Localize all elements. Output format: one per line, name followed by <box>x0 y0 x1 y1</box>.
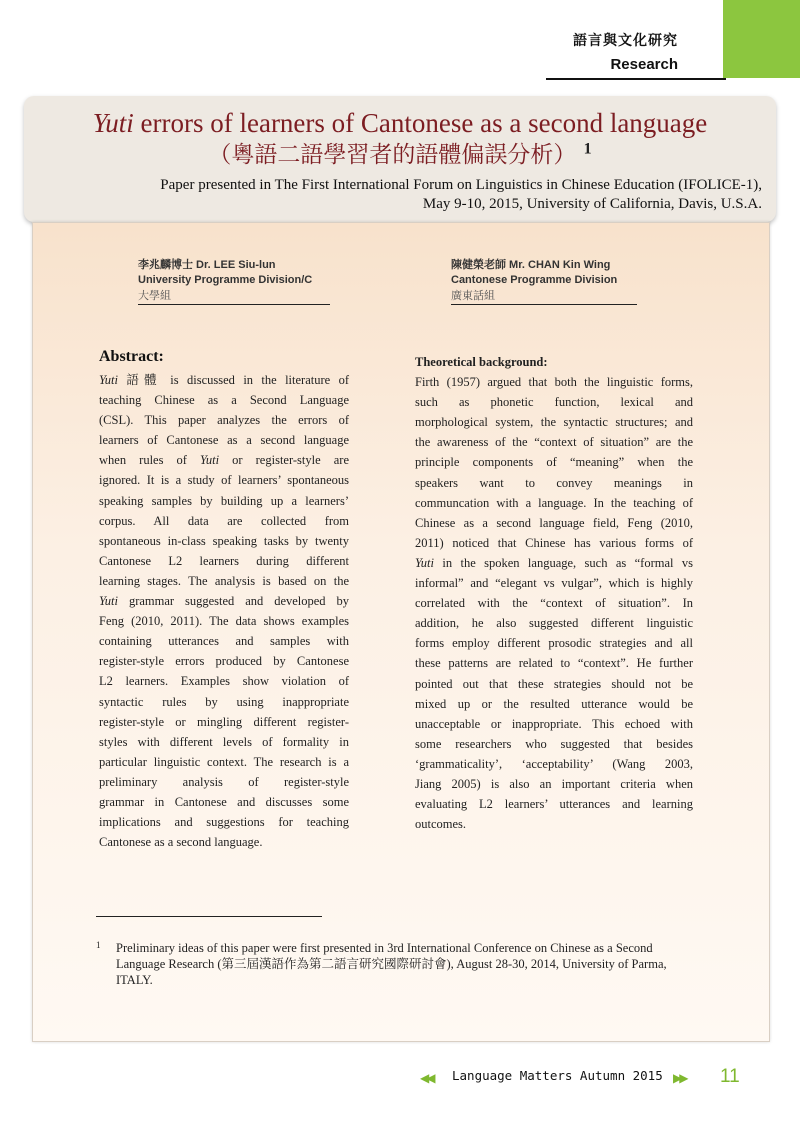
journal-chinese-title: 語言與文化研究 <box>573 33 678 49</box>
abstract-line: styles with different levels of formality in <box>99 734 349 749</box>
footnote-line-2: Language Research (第三屆漢語作為第二語言研究國際研討會), August 28-30, 2014, University of Parma, <box>116 957 667 971</box>
theory-line: Jiang 2005) is also an important criteria when <box>415 776 693 791</box>
abstract-line: corpus. All data are collected from <box>99 513 349 528</box>
theory-line: these patterns are related to “context”. He further <box>415 656 693 671</box>
abstract-line: speaking samples by building up a learners’ <box>99 493 349 508</box>
theory-line: evaluating L2 learners’ utterances and learning <box>415 797 693 812</box>
author-2-division: Cantonese Programme Division <box>451 274 618 286</box>
theory-line: principle components of “meaning” when the <box>415 455 693 470</box>
article-title-chinese <box>0 136 800 169</box>
article-title <box>0 108 800 139</box>
theory-line: such as phonetic function, lexical and <box>415 395 693 410</box>
abstract-line: preliminary analysis of register-style <box>99 774 349 789</box>
presentation-note <box>42 176 762 214</box>
author-1-rule <box>138 304 330 305</box>
yuti-term: Yuti <box>99 373 119 387</box>
magazine-footer: Language Matters Autumn 2015 <box>452 1068 663 1083</box>
author-2-division-cn: 廣東話組 <box>451 289 495 302</box>
footnote-divider <box>96 916 322 917</box>
author-block-2 <box>451 258 617 303</box>
theory-line: pointed out that these strategies should not be <box>415 676 693 691</box>
header-divider <box>546 78 726 80</box>
title-footnote-mark: 1 <box>583 140 592 158</box>
abstract-line: (CSL). This paper analyzes the errors of <box>99 413 349 428</box>
abstract-heading: Abstract: <box>99 348 164 365</box>
abstract-line: register-style or mingling different register- <box>99 714 349 729</box>
abstract-line: L2 learners. Examples show violation of <box>99 674 349 689</box>
theory-line: the awareness of the “context of situation” are the <box>415 435 693 450</box>
abstract-line: Feng (2010, 2011). The data shows examples <box>99 614 349 629</box>
title-rest: errors of learners of Cantonese as a second language <box>133 108 708 138</box>
abstract-line: Yuti 語體 is discussed in the literature of <box>99 373 349 387</box>
footnote-line-3: ITALY. <box>116 973 153 987</box>
theory-line: Firth (1957) argued that both the linguistic forms, <box>415 375 693 390</box>
footnote-line-1: Preliminary ideas of this paper were first presented in 3rd International Conference on Chinese as a Second <box>116 941 653 955</box>
abstract-line: Cantonese as a second language. <box>99 835 263 850</box>
abstract-line: register-style errors produced by Cantonese <box>99 654 349 669</box>
prev-page-arrow-icon[interactable]: ◀◀ <box>420 1071 433 1085</box>
theory-line: speakers want to convey meanings in <box>415 475 693 490</box>
yuti-term: Yuti <box>415 555 435 570</box>
abstract-line: teaching Chinese as a Second Language <box>99 393 349 408</box>
theory-line: forms employ different prosodic strategies and all <box>415 636 693 651</box>
author-block-1 <box>138 258 312 303</box>
title-chinese-text: （粵語二語學習者的語體偏誤分析） <box>208 142 577 168</box>
abstract-line: Yuti grammar suggested and developed by <box>99 594 349 609</box>
author-2-name: 陳健榮老師 Mr. CHAN Kin Wing <box>451 259 611 271</box>
abstract-text <box>99 370 349 852</box>
theory-line: correlated with the “context of situation”. In <box>415 596 693 611</box>
page-number: 11 <box>720 1066 740 1087</box>
title-italic-word: Yuti <box>92 108 134 138</box>
abstract-line: learners of Cantonese as a second language <box>99 433 349 448</box>
theory-line: Yuti in the spoken language, such as “formal vs <box>415 555 693 570</box>
theory-line: mixed up or the resulted utterance would be <box>415 696 693 711</box>
author-1-division-cn: 大學組 <box>138 289 171 302</box>
abstract-line: implications and suggestions for teaching <box>99 815 349 830</box>
theory-heading: Theoretical background: <box>415 355 548 369</box>
abstract-line: spontaneous in-class speaking tasks by twenty <box>99 533 349 548</box>
abstract-line: grammar in Cantonese and discusses some <box>99 794 349 809</box>
theory-line: 2011) noticed that Chinese has various forms of <box>415 535 693 550</box>
yuti-term: Yuti <box>99 594 119 609</box>
theory-line: outcomes. <box>415 817 467 832</box>
author-2-rule <box>451 304 637 305</box>
theory-line: addition, he also suggested different linguistic <box>415 616 693 631</box>
next-page-arrow-icon[interactable]: ▶▶ <box>673 1071 686 1085</box>
author-1-name: 李兆麟博士 Dr. LEE Siu-lun <box>138 259 276 271</box>
corner-accent-block <box>723 0 800 78</box>
abstract-line: particular linguistic context. The research is a <box>99 754 349 769</box>
theory-line: some researchers who suggested that besides <box>415 736 693 751</box>
yuti-term: Yuti <box>200 453 220 468</box>
theory-line: informal” and “elegant vs vulgar”, which is highly <box>415 576 693 591</box>
abstract-line: Cantonese L2 learners during different <box>99 553 349 568</box>
author-1-division: University Programme Division/C <box>138 274 313 286</box>
theory-line: ‘grammaticality’, ‘acceptability’ (Wang 2003, <box>415 756 693 771</box>
theory-line: morphological system, the syntactic structures; and <box>415 415 693 430</box>
section-label: Research <box>610 56 678 73</box>
theory-line: unacceptable or inappropriate. This echoed with <box>415 716 693 731</box>
footnote-number: 1 <box>96 940 101 950</box>
presentation-line-2: May 9-10, 2015, University of California, Davis, U.S.A. <box>422 196 762 212</box>
abstract-line: containing utterances and samples with <box>99 634 349 649</box>
abstract-line: learning stages. The analysis is based on the <box>99 573 349 588</box>
presentation-line-1: Paper presented in The First International Forum on Linguistics in Chinese Education (IFOLICE-1), <box>160 177 762 193</box>
abstract-line: ignored. It is a study of learners’ spontaneous <box>99 473 349 488</box>
abstract-line: when rules of Yuti or register-style are <box>99 453 349 468</box>
theory-line: communcation with a language. In the teaching of <box>415 495 693 510</box>
theory-section <box>415 352 693 834</box>
footnote <box>96 940 716 988</box>
theory-line: Chinese as a second language field, Feng (2010, <box>415 515 693 530</box>
abstract-line: syntactic rules by using inappropriate <box>99 694 349 709</box>
